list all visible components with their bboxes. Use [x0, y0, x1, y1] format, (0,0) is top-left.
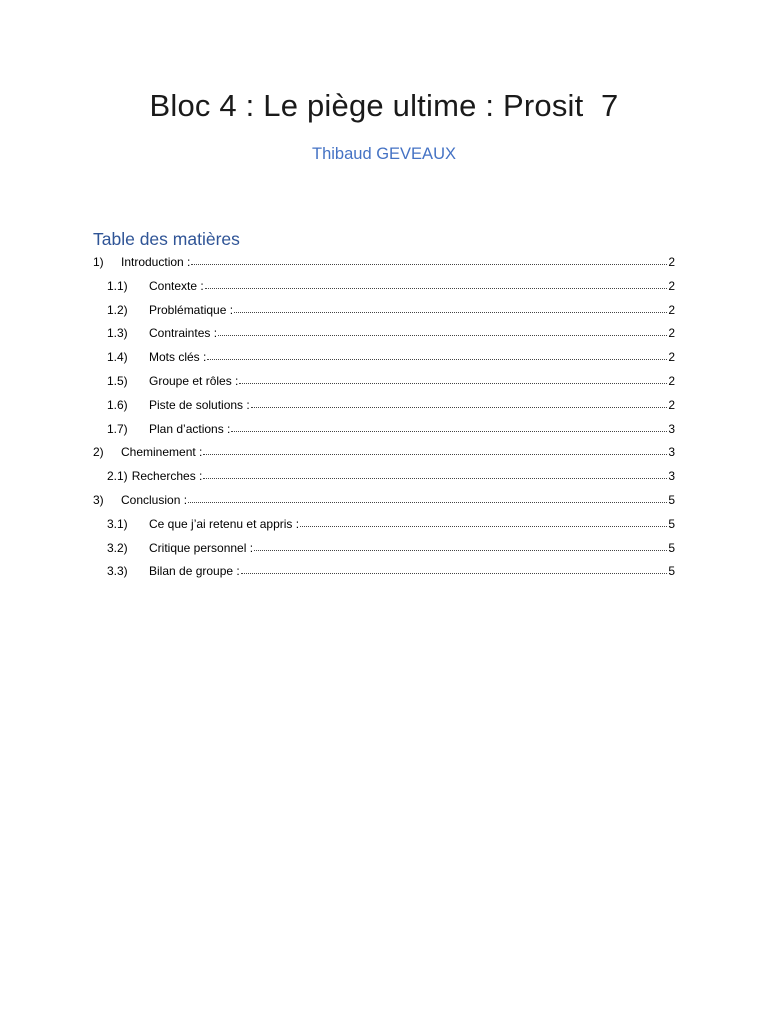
toc-dot-leader: [188, 492, 667, 503]
toc-dot-leader: [234, 302, 667, 313]
toc-entry[interactable]: [93, 490, 675, 514]
document-title: Bloc 4 : Le piège ultime : Prosit 7: [149, 88, 619, 123]
toc-entry-number: 1.3): [107, 326, 128, 341]
toc-entry[interactable]: [93, 395, 675, 419]
toc-entry[interactable]: [93, 323, 675, 347]
table-of-contents: [93, 252, 675, 585]
toc-entry-label: Ce que j’ai retenu et appris :: [149, 516, 300, 531]
toc-entry-page: 2: [668, 255, 675, 269]
toc-entry[interactable]: [93, 300, 675, 324]
toc-dot-leader: [207, 349, 667, 360]
toc-entry[interactable]: [93, 276, 675, 300]
toc-entry-label: Critique personnel :: [149, 540, 254, 555]
toc-entry[interactable]: [93, 466, 675, 490]
toc-entry-number: 3.1): [107, 516, 128, 531]
toc-heading: Table des matières: [93, 229, 240, 249]
toc-entry-label: Plan d’actions :: [149, 421, 231, 436]
toc-entry-label: Groupe et rôles :: [149, 373, 239, 388]
toc-entry-label: Conclusion :: [121, 492, 188, 507]
toc-entry-label: Introduction :: [121, 255, 191, 269]
toc-dot-leader: [239, 373, 667, 384]
toc-dot-leader: [241, 563, 667, 574]
toc-dot-leader: [254, 540, 667, 551]
toc-entry-label: Mots clés :: [149, 350, 207, 365]
toc-entry[interactable]: [93, 252, 675, 276]
toc-dot-leader: [203, 468, 667, 479]
toc-entry-page: 3: [668, 445, 675, 460]
toc-entry-page: 5: [668, 492, 675, 507]
toc-entry-page: 3: [668, 421, 675, 436]
toc-entry[interactable]: [93, 419, 675, 443]
toc-entry-page: 2: [668, 397, 675, 412]
document-author: Thibaud GEVEAUX: [312, 145, 456, 163]
toc-entry[interactable]: [93, 538, 675, 562]
toc-entry-label: Recherches :: [131, 469, 203, 484]
toc-dot-leader: [300, 516, 667, 527]
toc-entry-page: 2: [668, 350, 675, 365]
toc-entry-number: 1.5): [107, 373, 128, 388]
toc-entry-number: 1.7): [107, 421, 128, 436]
toc-entry-page: 2: [668, 326, 675, 341]
toc-entry-number: 3.2): [107, 540, 128, 555]
toc-entry-number: 1.1): [107, 278, 128, 293]
toc-entry[interactable]: [93, 514, 675, 538]
toc-entry[interactable]: [93, 561, 675, 585]
toc-entry-page: 5: [668, 516, 675, 531]
toc-dot-leader: [205, 278, 667, 289]
toc-dot-leader: [191, 254, 667, 265]
toc-entry-page: 5: [668, 540, 675, 555]
toc-entry-page: 2: [668, 278, 675, 293]
toc-entry-label: Contraintes :: [149, 326, 218, 341]
toc-entry-number: 3.3): [107, 564, 128, 579]
toc-entry-page: 2: [668, 302, 675, 317]
toc-entry-label: Bilan de groupe :: [149, 564, 240, 579]
toc-dot-leader: [203, 444, 667, 455]
toc-entry-number: 1.6): [107, 397, 128, 412]
toc-entry-page: 3: [668, 469, 675, 484]
toc-entry-label: Cheminement :: [121, 445, 203, 460]
toc-entry-number: 2): [93, 445, 104, 460]
toc-entry[interactable]: [93, 347, 675, 371]
toc-entry-label: Problématique :: [149, 302, 234, 317]
toc-entry[interactable]: [93, 371, 675, 395]
toc-dot-leader: [231, 421, 667, 432]
toc-entry[interactable]: [93, 442, 675, 466]
toc-dot-leader: [218, 325, 667, 336]
toc-entry-page: 5: [668, 564, 675, 579]
toc-dot-leader: [251, 397, 667, 408]
toc-entry-label: Contexte :: [149, 278, 204, 293]
toc-entry-page: 2: [668, 373, 675, 388]
toc-entry-label: Piste de solutions :: [149, 397, 250, 412]
toc-entry-number: 2.1): [107, 469, 128, 484]
toc-entry-number: 1): [93, 255, 104, 269]
toc-entry-number: 1.2): [107, 302, 128, 317]
toc-entry-number: 3): [93, 492, 104, 507]
toc-entry-number: 1.4): [107, 350, 128, 365]
